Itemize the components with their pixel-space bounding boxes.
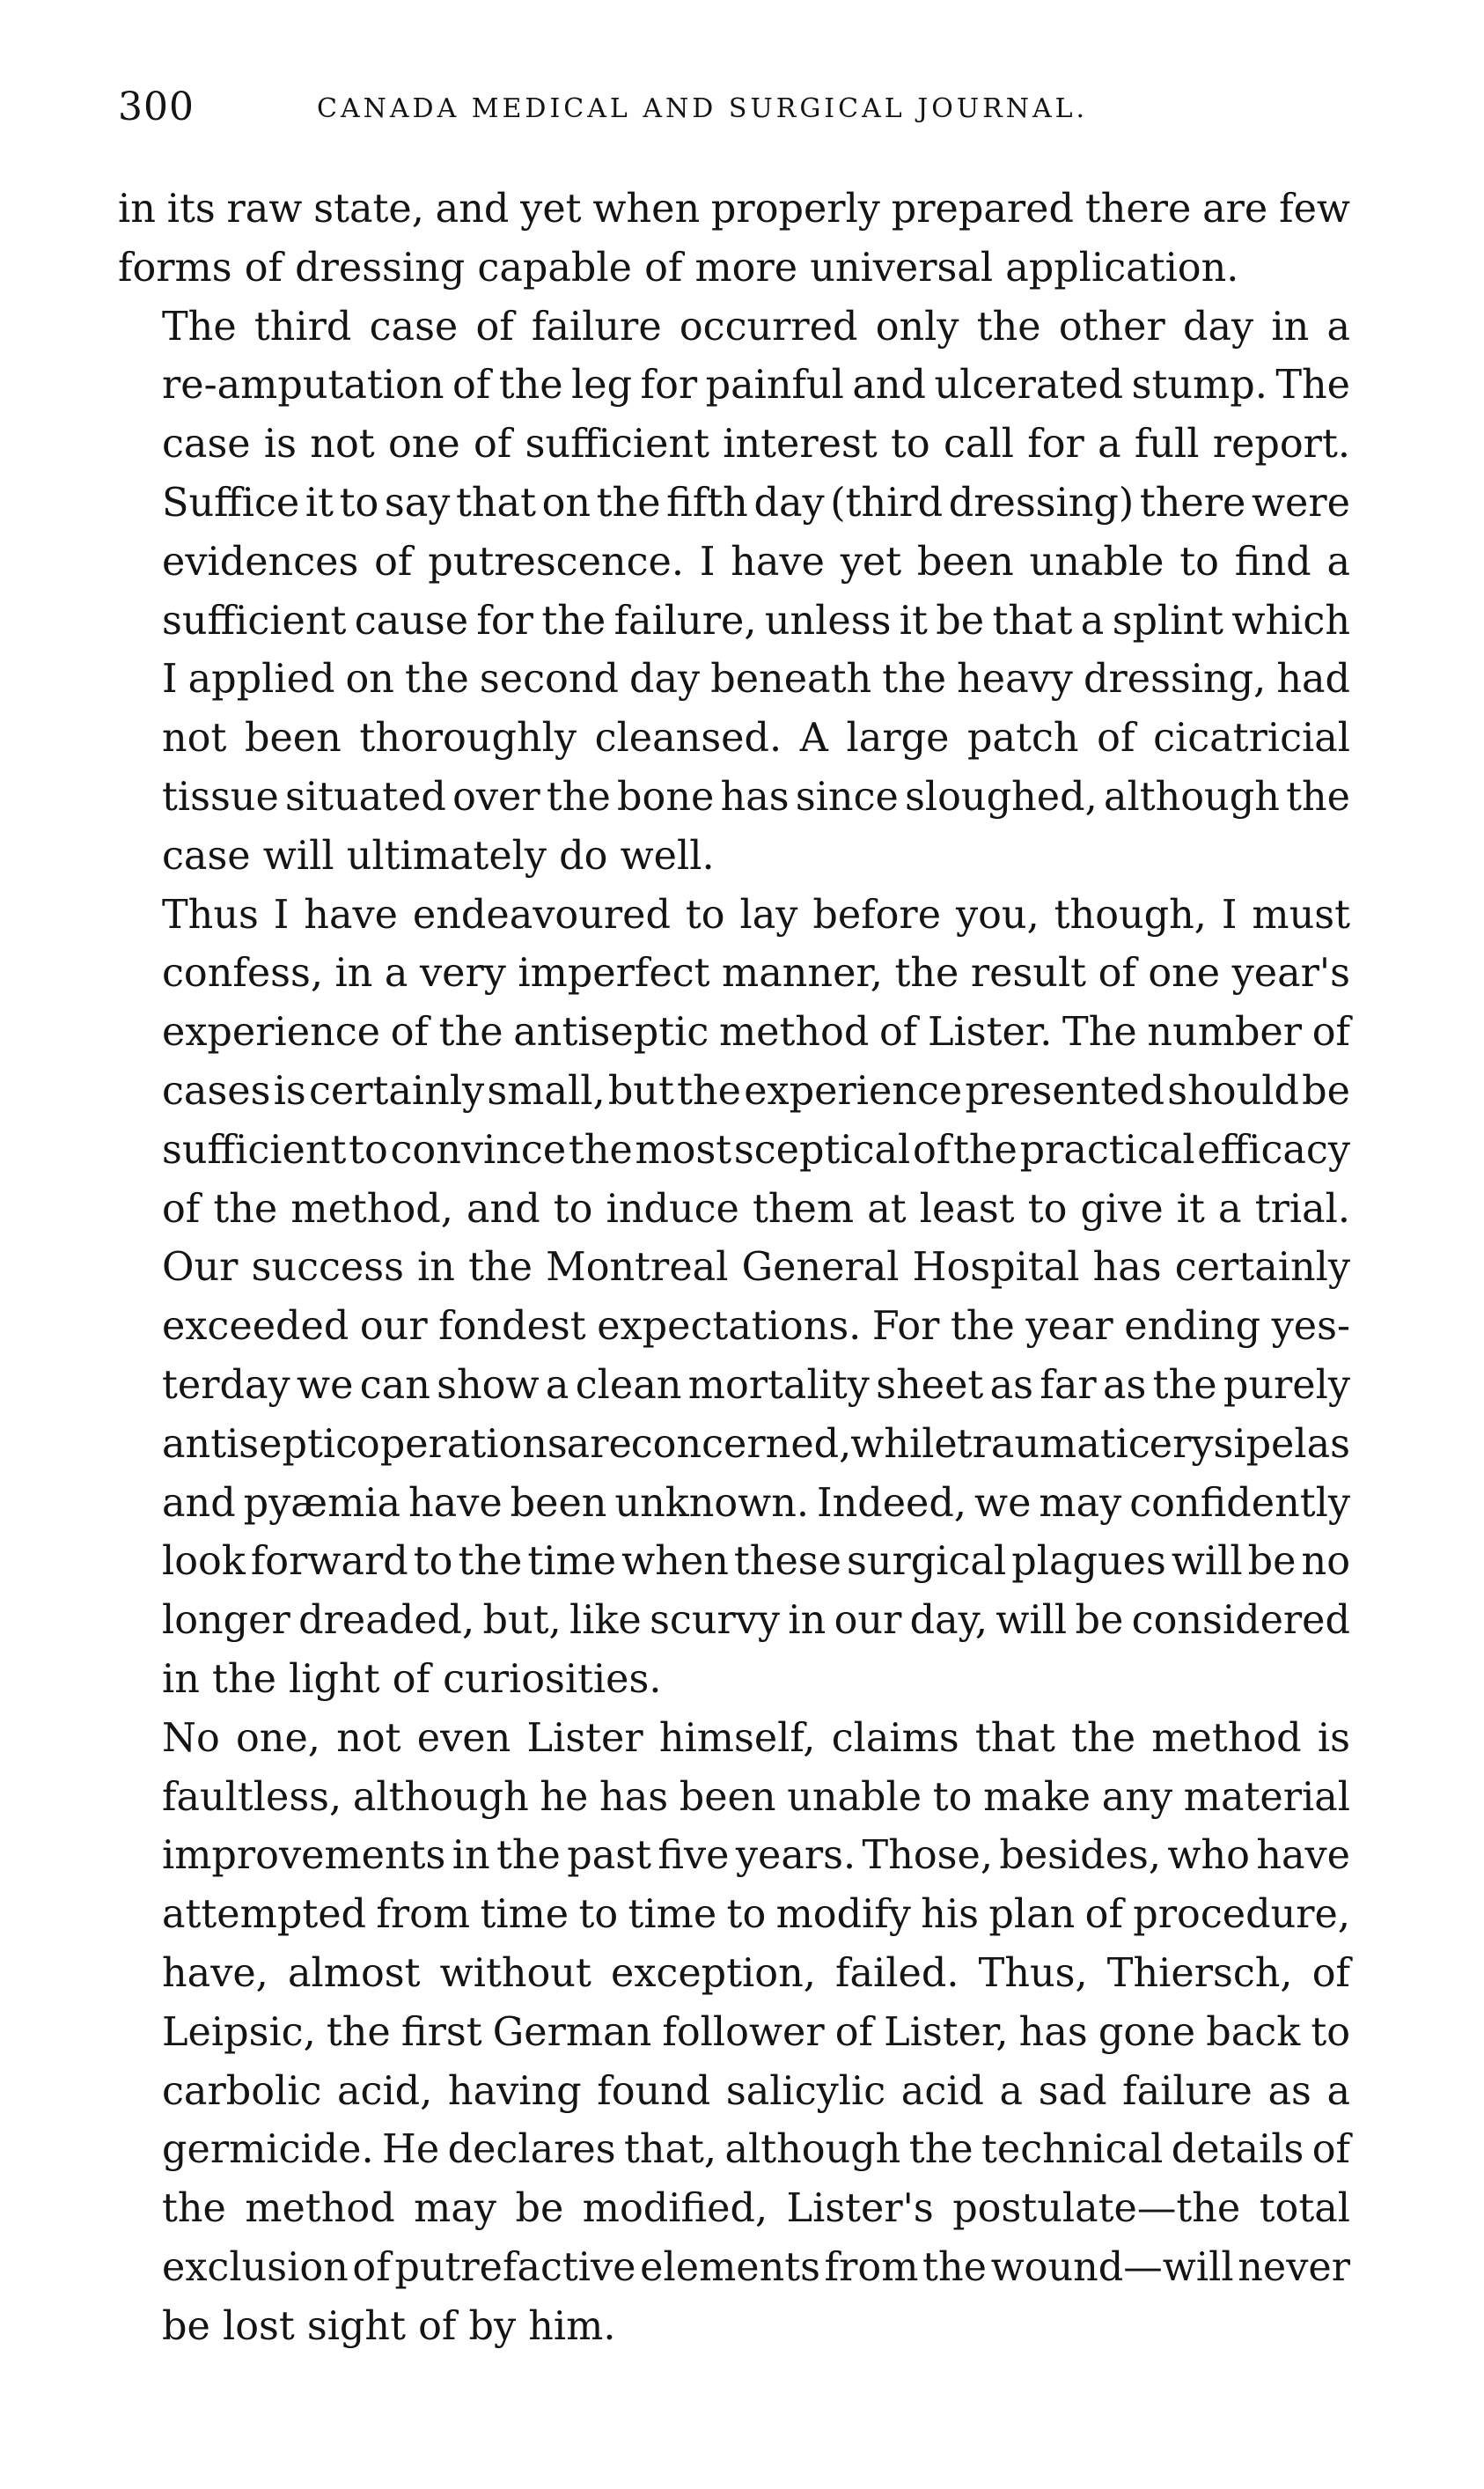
text-line: forms of dressing capable of more universal application.: [118, 245, 1239, 291]
text-line: Our success in the Montreal General Hospital has certainly: [162, 1245, 1350, 1291]
text-line: case is not one of sufficient interest to call for a full report.: [162, 422, 1350, 468]
text-line: I applied on the second day beneath the heavy dressing, had: [162, 657, 1350, 703]
text-line: sufficient to convince the most sceptical of the practical efficacy: [162, 1127, 1350, 1173]
text-line: in its raw state, and yet when properly prepared there are few: [118, 187, 1350, 232]
text-line: The third case of failure occurred only the other day in a: [162, 304, 1350, 350]
text-line: germicide. He declares that, although the technical details of: [162, 2127, 1350, 2173]
text-line: cases is certainly small, but the experience presented should be: [162, 1068, 1350, 1114]
paragraph-continuation: [118, 180, 1350, 298]
text-line: case will ultimately do well.: [162, 833, 715, 879]
text-line: tissue situated over the bone has since sloughed, although the: [162, 774, 1350, 820]
text-line: No one, not even Lister himself, claims that the method is: [162, 1715, 1350, 1761]
text-line: Suffice it to say that on the fifth day (third dressing) there were: [162, 480, 1350, 526]
text-line: Leipsic, the first German follower of Lister, has gone back to: [162, 2009, 1350, 2055]
body-text: [118, 180, 1350, 2356]
text-line: terday we can show a clean mortality sheet as far as the purely: [162, 1362, 1350, 1408]
text-line: carbolic acid, having found salicylic acid a sad failure as a: [162, 2068, 1350, 2114]
text-line: and pyæmia have been unknown. Indeed, we may confidently: [162, 1480, 1350, 1526]
text-line: antiseptic operations are concerned, while traumatic erysipelas: [162, 1421, 1350, 1467]
text-line: in the light of curiosities.: [162, 1656, 662, 1702]
text-line: sufficient cause for the failure, unless it be that a splint which: [162, 598, 1350, 644]
text-line: longer dreaded, but, like scurvy in our day, will be considered: [162, 1598, 1350, 1644]
page-header: [118, 81, 1350, 134]
paragraph-lister-method: [118, 1710, 1350, 2357]
paragraph-third-case-failure: [118, 298, 1350, 887]
text-line: have, almost without exception, failed. Thus, Thiersch, of: [162, 1950, 1350, 1996]
text-line: exclusion of putrefactive elements from the wound—will never: [162, 2244, 1350, 2290]
text-line: the method may be modified, Lister's postulate—the total: [162, 2186, 1350, 2232]
text-line: evidences of putrescence. I have yet been unable to find a: [162, 539, 1350, 585]
page-number: 300: [118, 85, 195, 129]
text-line: of the method, and to induce them at least to give it a trial.: [162, 1186, 1350, 1232]
text-line: attempted from time to time to modify his plan of procedure,: [162, 1892, 1350, 1938]
text-line: improvements in the past five years. Those, besides, who have: [162, 1833, 1350, 1879]
text-line: confess, in a very imperfect manner, the result of one year's: [162, 951, 1350, 997]
text-line: Thus I have endeavoured to lay before you, though, I must: [162, 892, 1350, 938]
running-head: CANADA MEDICAL AND SURGICAL JOURNAL.: [317, 93, 1089, 124]
text-line: re-amputation of the leg for painful and ulcerated stump. The: [162, 363, 1350, 409]
paragraph-conclusion-experience: [118, 887, 1350, 1710]
text-line: exceeded our fondest expectations. For the year ending yes-: [162, 1304, 1350, 1350]
text-line: be lost sight of by him.: [162, 2303, 616, 2349]
text-line: not been thoroughly cleansed. A large patch of cicatricial: [162, 716, 1350, 762]
text-line: faultless, although he has been unable to make any material: [162, 1774, 1350, 1820]
text-line: look forward to the time when these surgical plagues will be no: [162, 1539, 1350, 1585]
text-line: experience of the antiseptic method of Lister. The number of: [162, 1010, 1350, 1056]
